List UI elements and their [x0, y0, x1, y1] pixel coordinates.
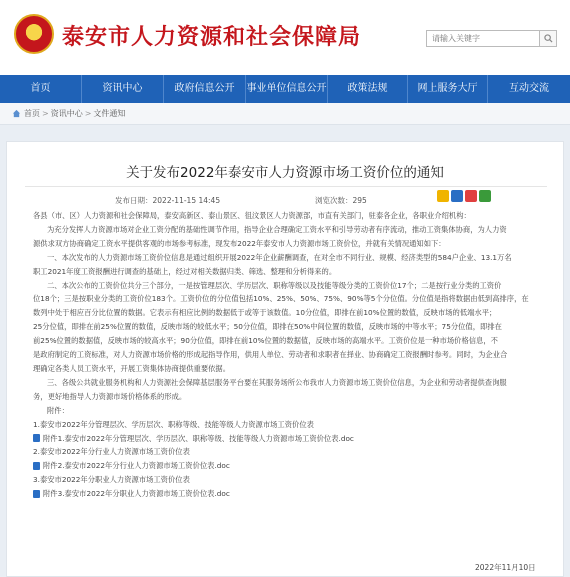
breadcrumb-home[interactable]: 首页 — [24, 109, 40, 118]
breadcrumb-news[interactable]: 资讯中心 — [50, 109, 83, 118]
paragraph: 是政府制定的工资标准，对人力资源市场价格的形成起指导作用，供用人单位、劳动者和求职者在择业、协商确定工资报酬时参考。同时，为企业合 — [33, 350, 508, 360]
attachment-item[interactable] — [33, 487, 543, 501]
paragraph: 务，更好地指导人力资源市场价格体系的形成。 — [33, 391, 187, 401]
nav-item-gov-info[interactable]: 政府信息公开 — [164, 75, 246, 103]
attachment-title: 1.泰安市2022年分管理层次、学历层次、职称等级、技能等级人力资源市场工资价位表 — [33, 419, 314, 429]
attachments-label: 附件： — [47, 405, 69, 415]
paragraph: 前25%位置的数据值，反映市场的较高水平；90分位值，即排在前10%位置的数据值，反映市场的高端水平。工资价位是一种市场价格信息，不 — [33, 336, 498, 346]
search-button[interactable] — [540, 30, 557, 47]
nav-item-interaction[interactable]: 互动交流 — [509, 83, 549, 94]
file-icon — [33, 434, 40, 442]
publish-date: 2022-11-15 14:45 — [152, 196, 221, 205]
nav-item-online-service[interactable]: 网上服务大厅 — [408, 75, 488, 103]
paragraph: 二、本次公布的工资价位共分三个部分，一是按管理层次、学历层次、职称等级以及技能等级分类的工资价位17个；二是按行业分类的工资价 — [47, 280, 502, 290]
attachment-link[interactable]: 附件3.泰安市2022年分职业人力资源市场工资价位表.doc — [43, 489, 230, 499]
share-icons — [437, 190, 491, 202]
title-divider — [25, 186, 547, 187]
paragraph: 位18个；三是按职业分类的工资价位183个。工资价位的分位值包括10%、25%、50%、75%、90%等5个分位值。分位值是指将数据由低到高排序，在 — [33, 294, 529, 304]
attachment-title: 3.泰安市2022年分职业人力资源市场工资价位表 — [33, 475, 190, 485]
breadcrumb-separator: > — [84, 109, 92, 118]
date-label: 发布日期： — [115, 196, 153, 205]
nav-item-institution-info[interactable]: 事业单位信息公开 — [246, 75, 328, 103]
paragraph: 数列中处于相应百分比位置的数据。它表示有相应比例的数据低于或等于该数值。10分位值，即排在前10%位置的数值，反映市场的低端水平； — [33, 308, 497, 318]
article-panel — [6, 141, 564, 577]
attachment-item[interactable] — [33, 432, 543, 446]
site-title[interactable]: 泰安市人力资源和社会保障局 — [62, 24, 362, 50]
home-icon — [12, 109, 21, 118]
file-icon — [33, 490, 40, 498]
emblem-icon — [14, 14, 54, 54]
file-icon — [33, 462, 40, 470]
nav-item-home[interactable]: 首页 — [0, 75, 82, 103]
search-icon — [544, 34, 553, 43]
share-icon[interactable] — [465, 190, 477, 202]
nav-item-news[interactable]: 资讯中心 — [82, 75, 164, 103]
paragraph: 一、本次发布的人力资源市场工资价位信息是通过组织开展2022年企业薪酬调查，在对全市不同行业、规模、经济类型的584户企业、13.1万名 — [47, 252, 512, 262]
breadcrumb — [0, 103, 570, 125]
nav-item-policy[interactable]: 政策法规 — [328, 75, 408, 103]
paragraph: 职工2021年度工资报酬进行调查的基础上，经过对相关数据归类、筛选、整理和分析得来的。 — [33, 266, 337, 276]
share-icon[interactable] — [479, 190, 491, 202]
paragraph: 三、各级公共就业服务机构和人力资源社会保障基层服务平台要在其服务场所公布我市人力资源市场工资价位信息，为企业和劳动者提供查询服 — [47, 377, 507, 387]
paragraph: 理确定各类人员工资水平，开展工资集体协商提供重要依据。 — [33, 363, 231, 373]
paragraph: 25分位值，即排在前25%位置的数值，反映市场的较低水平；50分位值，即排在50%中间位置的数值，反映市场的中等水平；75分位值，即排在 — [33, 322, 502, 332]
paragraph: 为充分发挥人力资源市场对企业工资分配的基础性调节作用，指导企业合理确定工资水平和引导劳动者有序流动，推动工资集体协商，为人力资 — [47, 224, 507, 234]
article-title: 关于发布2022年泰安市人力资源市场工资价位的通知 — [126, 165, 444, 181]
search-input[interactable] — [426, 30, 540, 47]
article-body — [33, 209, 543, 501]
attachment-item[interactable] — [33, 459, 543, 473]
breadcrumb-separator: > — [42, 109, 49, 118]
attachment-link[interactable]: 附件1.泰安市2022年分管理层次、学历层次、职称等级、技能等级人力资源市场工资价位表.doc — [43, 433, 354, 443]
main-nav — [0, 75, 570, 103]
attachment-title: 2.泰安市2022年分行业人力资源市场工资价位表 — [33, 447, 190, 457]
view-count: 295 — [352, 196, 367, 205]
signed-date: 2022年11月10日 — [475, 563, 536, 572]
paragraph: 源供求双方协商确定工资水平提供客观的市场参考标准，现发布2022年泰安市人力资源市场工资价位，并就有关情况通知如下： — [33, 238, 446, 248]
site-header — [0, 0, 570, 75]
share-icon[interactable] — [437, 190, 449, 202]
breadcrumb-notices[interactable]: 文件通知 — [93, 109, 126, 118]
views-label: 浏览次数： — [315, 196, 353, 205]
share-icon[interactable] — [451, 190, 463, 202]
paragraph: 各县（市、区）人力资源和社会保障局，泰安高新区、泰山景区、徂汶景区人力资源部，市直有关部门，驻泰各企业，各职业介绍机构： — [33, 211, 471, 220]
attachment-link[interactable]: 附件2.泰安市2022年分行业人力资源市场工资价位表.doc — [43, 461, 230, 471]
